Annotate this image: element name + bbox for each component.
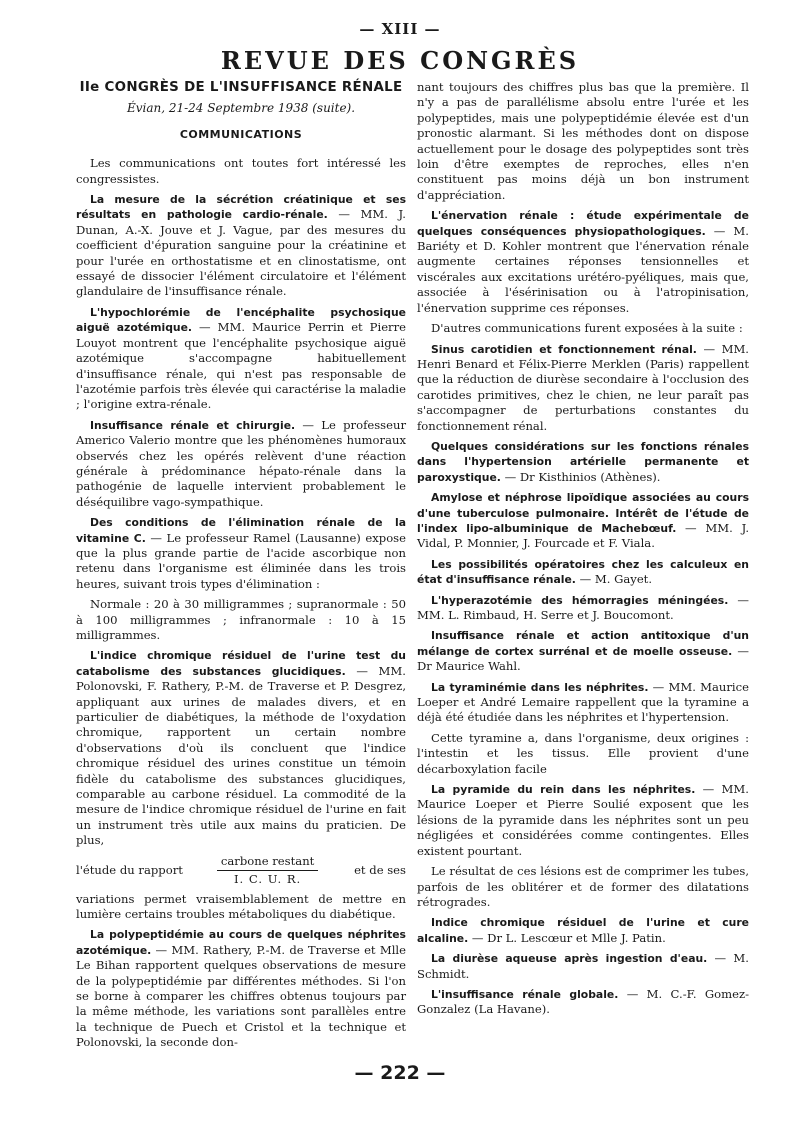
communication-entry	[417, 208, 749, 316]
communication-entry	[76, 305, 406, 413]
page-number-roman: — XIII —	[359, 20, 441, 38]
entry-continuation	[417, 80, 749, 203]
entry-body: — MM. Rathery, P.-M. de Traverse et Mlle Le Bihan rapportent quelques observations de mesure de la polypeptidémie par différentes méthodes. Si l'on se borne à comparer les chiffres obtenus toujours par la même méthode, les variations sont parallèles entre la technique de Puech et Cristol et la technique et Polonovski, la seconde don-	[76, 942, 406, 1050]
entry-title: L'énervation rénale : étude expérimentale de quelques conséquences physiopathologiques.	[417, 209, 749, 238]
entry-title: L'hyperazotémie des hémorragies méningées.	[431, 593, 729, 607]
journal-section-banner: REVUE DES CONGRÈS	[220, 46, 580, 75]
entry-body: — MM. Polonovski, F. Rathery, P.-M. de Traverse et P. Desgrez, appliquant aux urines de malades divers, et en particulier de diabétiques, la méthode de l'oxydation chromique, rapportent un certain nombre d'observations d'où ils concluent que l'indice chromique résiduel des urines constitue un témoin fidèle du catabolisme des substances glucidiques, comparable au carbone résiduel. La commodité de la mesure de l'indice chromique résiduel de l'urine en fait un instrument très utile aux mains du praticien. De plus,	[76, 663, 406, 848]
communication-entry	[76, 927, 406, 1050]
communication-entry	[417, 439, 749, 485]
formula-lead-text: l'étude du rapport	[76, 862, 183, 877]
communication-entry	[76, 418, 406, 510]
entry-title: La pyramide du rein dans les néphrites.	[431, 783, 696, 797]
entry-body: — Le professeur Americo Valerio montre que les phénomènes humoraux observés chez les opérés relèvent d'une réaction générale à prédominance hépato-rénale dans la pathogénie de laquelle intervient probablement le déséquilibre vago-sympathique.	[76, 417, 406, 509]
communication-entry	[417, 342, 749, 434]
entry-title: La mesure de la sécrétion créatinique et ses résultats en pathologie cardio-rénale.	[76, 193, 406, 222]
entry-title: La polypeptidémie au cours de quelques néphrites azotémique.	[76, 928, 406, 957]
fraction-numerator: carbone restant	[217, 854, 318, 871]
intro-text: Les communications ont toutes fort intéressé les congressistes.	[76, 156, 406, 186]
communication-entry	[417, 680, 749, 726]
entry-body: — Le professeur Ramel (Lausanne) expose que la plus grande partie de l'acide ascorbique non retenu dans l'organisme est éliminée dans les trois heures, suivant trois types d'élimination :	[76, 530, 406, 591]
intro-paragraph	[76, 156, 406, 187]
entry-body: — MM. Henri Benard et Félix-Pierre Merklen (Paris) rappellent que la réduction de diurèse secondaire à l'occlusion des carotides primitives, chez le chien, ne leur paraît pas s'accompagner de perturbations constantes du fonctionnement rénal.	[417, 341, 749, 433]
entry-title: Sinus carotidien et fonctionnement rénal.	[431, 342, 697, 356]
right-column	[417, 80, 749, 1023]
entry-title: Insuffisance rénale et action antitoxique d'un mélange de cortex surrénal et de moelle osseuse.	[417, 629, 749, 658]
entry-title: Insuffisance rénale et chirurgie.	[90, 418, 296, 432]
body-paragraph	[417, 321, 749, 336]
entry-title: L'hypochlorémie de l'encéphalite psychosique aiguë azotémique.	[76, 305, 406, 335]
communication-entry	[76, 515, 406, 592]
fraction-denominator: I. C. U. R.	[233, 872, 302, 887]
congress-title: IIe CONGRÈS DE L'INSUFFISANCE RÉNALE	[79, 80, 403, 95]
entry-body: D'autres communications furent exposées à la suite :	[431, 321, 743, 336]
communication-entry	[76, 192, 406, 300]
entry-body: variations permet vraisemblablement de mettre en lumière certains troubles métaboliques du diabétique.	[76, 891, 406, 921]
entry-body: — MM. Maurice Loeper et Pierre Soulié exposent que les lésions de la pyramide dans les néphrites sont un peu négligées et considérées comme contingentes. Elles existent pourtant.	[417, 782, 749, 858]
page-number: — 222 —	[354, 1062, 446, 1084]
entry-body: — MM. Maurice Perrin et Pierre Louyot montrent que l'encéphalite psychosique aiguë azotémique s'accompagne habituellement d'insuffisance rénale, qui n'est pas responsable de l'azotémie parfois très élevée qui caractérise la maladie ; l'origine extra-rénale.	[76, 320, 406, 412]
entry-continuation	[76, 892, 406, 923]
entry-body: — Dr L. Lescœur et Mlle J. Patin.	[468, 930, 666, 945]
entry-continuation	[76, 597, 406, 643]
communication-entry	[417, 951, 749, 982]
entry-body: — MM. L. Rimbaud, H. Serre et J. Boucomont.	[417, 592, 750, 622]
entry-body: Cette tyramine a, dans l'organisme, deux origines : l'intestin et les tissus. Elle provient d'une décarboxylation facile	[417, 730, 749, 776]
entry-body: Le résultat de ces lésions est de comprimer les tubes, parfois de les oblitérer et de former des dilatations rétrogrades.	[417, 864, 749, 909]
entry-body: Normale : 20 à 30 milligrammes ; supranormale : 50 à 100 milligrammes ; infranormale : 10 à 15 milligrammes.	[76, 597, 406, 642]
body-paragraph	[417, 864, 749, 910]
formula-tail-text: et de ses	[354, 862, 406, 877]
entry-body: nant toujours des chiffres plus bas que la première. Il n'y a pas de parallélisme absolu entre l'urée et les polypeptides, mais une polypeptidémie élevée est d'un pronostic alarmant. Si les méthodes dont on dispose actuellement pour le dosage des polypeptides sont très loin d'être exemptes de reproches, elles n'en constituent pas moins déjà un bon instrument d'appréciation.	[417, 80, 749, 202]
entry-body: — Dr Maurice Wahl.	[417, 643, 750, 674]
entry-title: La diurèse aqueuse après ingestion d'eau.	[431, 952, 708, 966]
entry-body: — MM. J. Dunan, A.-X. Jouve et J. Vague, par des mesures du coefficient d'épuration sanguine pour la créatinine et pour l'urée en orthostatisme et en clinostatisme, ont essayé de dissocier l'élément circulatoire et l'élément glandulaire de l'insuffisance rénale.	[76, 207, 406, 299]
entry-title: L'insuffisance rénale globale.	[431, 987, 619, 1001]
section-heading: COMMUNICATIONS	[179, 127, 303, 141]
entry-title: Quelques considérations sur les fonctions rénales dans l'hypertension artérielle permanente et paroxystique.	[417, 439, 749, 484]
entry-title: La tyraminémie dans les néphrites.	[431, 680, 649, 694]
entry-body: — M. Bariéty et D. Kohler montrent que l'énervation rénale augmente certaines réponses tensionnelles et viscérales aux excitations urétéro-pyéliques, mais que, associée à l'ésérinisation ou à l'atropinisation, l'énervation supprime ces réponses.	[417, 223, 749, 315]
communication-entry	[417, 915, 749, 946]
body-paragraph	[417, 731, 749, 777]
entry-title: Indice chromique résiduel de l'urine et cure alcaline.	[417, 916, 749, 945]
entry-body: — M. Gayet.	[575, 572, 653, 587]
congress-subtitle: Évian, 21-24 Septembre 1938 (suite).	[126, 101, 356, 116]
entry-title: Des conditions de l'élimination rénale de la vitamine C.	[76, 516, 406, 545]
communication-entry	[76, 648, 406, 848]
entry-title: Les possibilités opératoires chez les calculeux en état d'insuffisance rénale.	[417, 557, 749, 587]
entry-body: — M. C.-F. Gomez-Gonzalez (La Havane).	[417, 986, 750, 1017]
entry-body: — Dr Kisthinios (Athènes).	[500, 469, 661, 484]
entry-body: — MM. J. Vidal, P. Monnier, J. Fourcade et F. Viala.	[417, 520, 750, 551]
entry-title: L'indice chromique résiduel de l'urine test du catabolisme des substances glucidiques.	[76, 649, 406, 678]
left-column	[76, 80, 406, 1056]
entry-body: — MM. Maurice Loeper et André Lemaire rappellent que la tyramine a déjà été étudiée dans les néphrites et l'hypertension.	[417, 679, 749, 725]
communication-entry	[417, 782, 749, 859]
ratio-formula-line	[76, 854, 406, 888]
entry-body: — M. Schmidt.	[417, 951, 749, 981]
entry-title: Amylose et néphrose lipoïdique associées au cours d'une tuberculose pulmonaire. Intérêt de l'étude de l'index lipo-albuminique de Machebœuf.	[417, 491, 749, 535]
communication-entry	[417, 490, 749, 552]
communication-entry	[417, 987, 749, 1018]
communication-entry	[417, 628, 749, 674]
communication-entry	[417, 557, 749, 588]
ratio-fraction	[217, 854, 318, 888]
communication-entry	[417, 593, 749, 624]
